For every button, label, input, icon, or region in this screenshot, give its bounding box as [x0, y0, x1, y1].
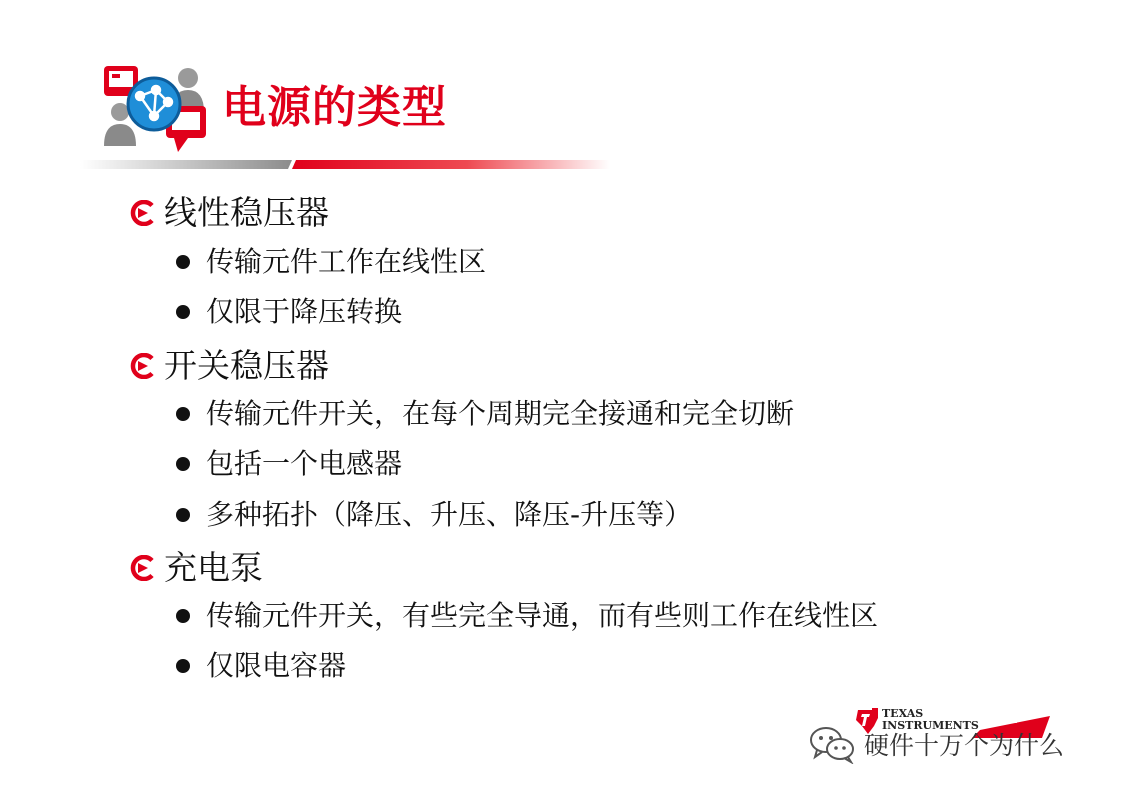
watermark-text: 硬件十万个为什么 — [864, 731, 1065, 760]
section-heading-linear-regulator — [130, 191, 329, 235]
bullet-item — [176, 446, 402, 482]
bullet-text: 包括一个电感器 — [206, 447, 403, 480]
brand-line-2: INSTRUMENTS — [882, 719, 979, 732]
section-heading-text: 开关稳压器 — [164, 346, 329, 385]
bullet-dot — [176, 457, 190, 471]
bullet-item — [176, 396, 794, 432]
bullet-dot — [176, 407, 190, 421]
bullet-dot — [176, 609, 190, 623]
bullet-dot — [176, 659, 190, 673]
bullet-item — [176, 648, 346, 684]
brand-line-1: TEXAS — [882, 707, 924, 720]
bullet-dot — [176, 255, 190, 269]
bullet-dot — [176, 305, 190, 319]
page-number: 2 — [1012, 716, 1018, 726]
bullet-dot — [176, 508, 190, 522]
title-divider — [80, 157, 610, 171]
bullet-text: 仅限于降压转换 — [206, 295, 403, 328]
section-heading-switching-regulator — [130, 344, 329, 388]
wechat-icon — [808, 724, 856, 764]
bullet-item — [176, 294, 402, 330]
section-heading-text: 充电泵 — [164, 548, 263, 587]
bullet-text: 仅限电容器 — [206, 649, 347, 682]
bullet-item — [176, 497, 692, 533]
section-heading-charge-pump — [130, 546, 263, 590]
bullet-item — [176, 598, 878, 634]
bullet-text: 多种拓扑（降压、升压、降压-升压等） — [206, 498, 693, 531]
slide-title: 电源的类型 — [222, 82, 447, 133]
bullet-text: 传输元件开关，有些完全导通，而有些则工作在线性区 — [206, 599, 879, 632]
bullet-text: 传输元件开关，在每个周期完全接通和完全切断 — [206, 397, 795, 430]
section-heading-text: 线性稳压器 — [164, 193, 329, 232]
bullet-item — [176, 244, 486, 280]
watermark — [808, 724, 1064, 764]
arrow-circle-icon — [130, 555, 156, 581]
arrow-circle-icon — [130, 353, 156, 379]
arrow-circle-icon — [130, 200, 156, 226]
network-people-icon — [98, 60, 210, 156]
bullet-text: 传输元件工作在线性区 — [206, 245, 487, 278]
